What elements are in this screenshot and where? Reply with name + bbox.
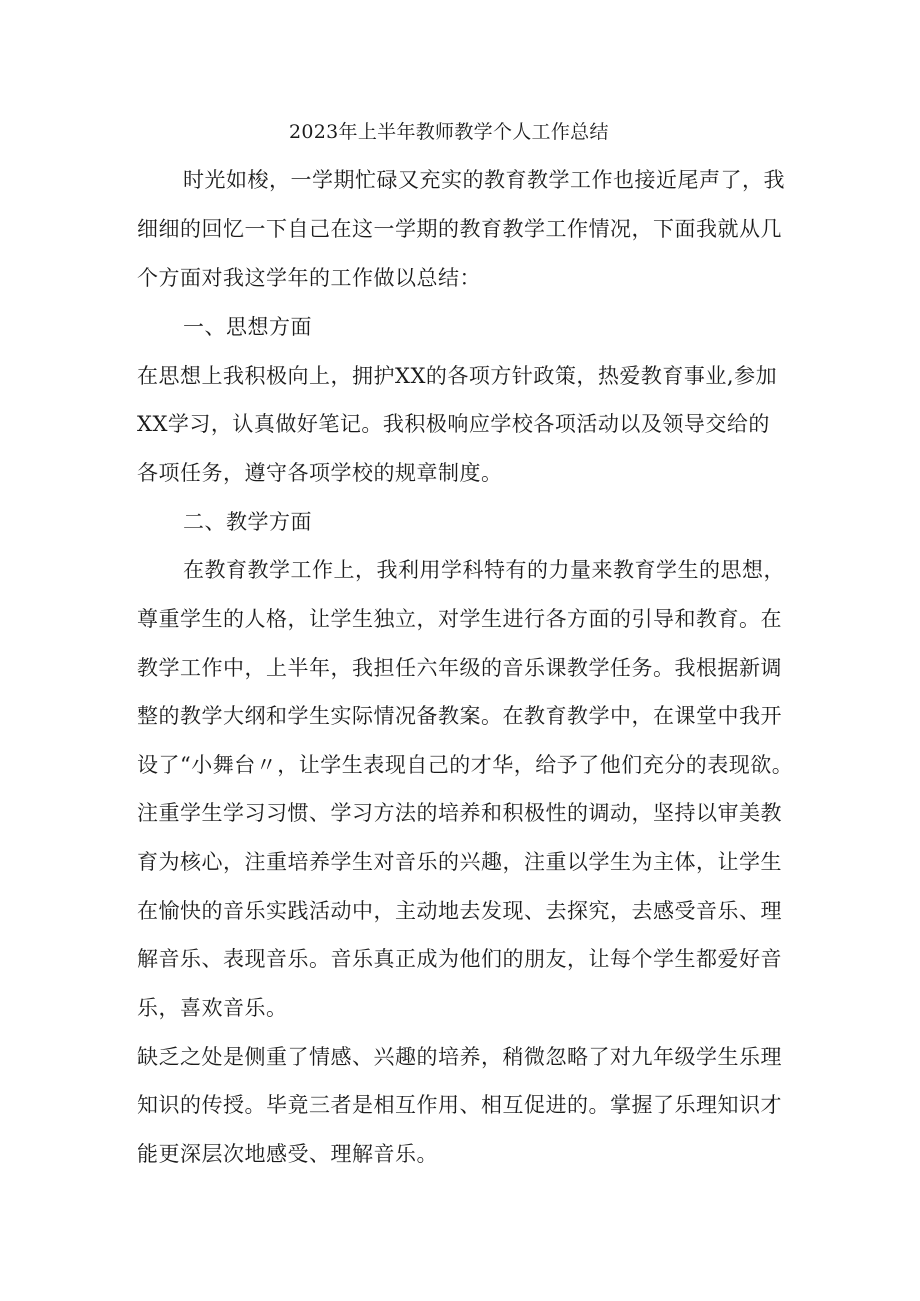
section-2-line-7: 育为核心，注重培养学生对音乐的兴趣，注重以学生为主体，让学生 [137, 850, 782, 874]
shortcomings-line-3: 能更深层次地感受、理解音乐。 [137, 1142, 438, 1166]
document-title: 2023年上半年教师教学个人工作总结 [289, 121, 609, 143]
intro-line-1: 时光如梭，一学期忙碌又充实的教育教学工作也接近尾声了，我 [183, 168, 785, 192]
section-1-line-3: 各项任务，遵守各项学校的规章制度。 [137, 461, 503, 485]
section-1-line-2: XX学习，认真做好笔记。我积极响应学校各项活动以及领导交给的 [137, 412, 770, 436]
section-2-line-5: 设了“小舞台〃，让学生表现自己的才华，给予了他们充分的表现欲。 [137, 753, 794, 777]
shortcomings-line-2: 知识的传授。毕竟三者是相互作用、相互促进的。掌握了乐理知识才 [137, 1093, 782, 1117]
intro-line-3: 个方面对我这学年的工作做以总结： [137, 266, 481, 290]
intro-line-2: 细细的回忆一下自己在这一学期的教育教学工作情况，下面我就从几 [137, 217, 782, 241]
section-2-heading: 二、教学方面 [183, 510, 312, 534]
section-2-line-2: 尊重学生的人格，让学生独立，对学生进行各方面的引导和教育。在 [137, 607, 782, 631]
shortcomings-line-1: 缺乏之处是侧重了情感、兴趣的培养，稍微忽略了对九年级学生乐理 [137, 1045, 782, 1069]
section-2-line-1: 在教育教学工作上，我利用学科特有的力量来教育学生的思想， [183, 558, 785, 582]
section-2-line-3: 教学工作中，上半年，我担任六年级的音乐课教学任务。我根据新调 [137, 656, 782, 680]
section-2-line-4: 整的教学大纲和学生实际情况备教案。在教育教学中，在课堂中我开 [137, 704, 782, 728]
section-2-line-6: 注重学生学习习惯、学习方法的培养和积极性的调动，坚持以审美教 [137, 801, 782, 825]
section-2-line-9: 解音乐、表现音乐。音乐真正成为他们的朋友，让每个学生都爱好音 [137, 947, 782, 971]
section-1-heading: 一、思想方面 [183, 315, 312, 339]
section-2-line-8: 在愉快的音乐实践活动中，主动地去发现、去探究，去感受音乐、理 [137, 899, 782, 923]
section-2-line-10: 乐，喜欢音乐。 [137, 996, 288, 1020]
section-1-line-1: 在思想上我积极向上，拥护XX的各项方针政策，热爱教育事业,参加 [137, 364, 778, 388]
